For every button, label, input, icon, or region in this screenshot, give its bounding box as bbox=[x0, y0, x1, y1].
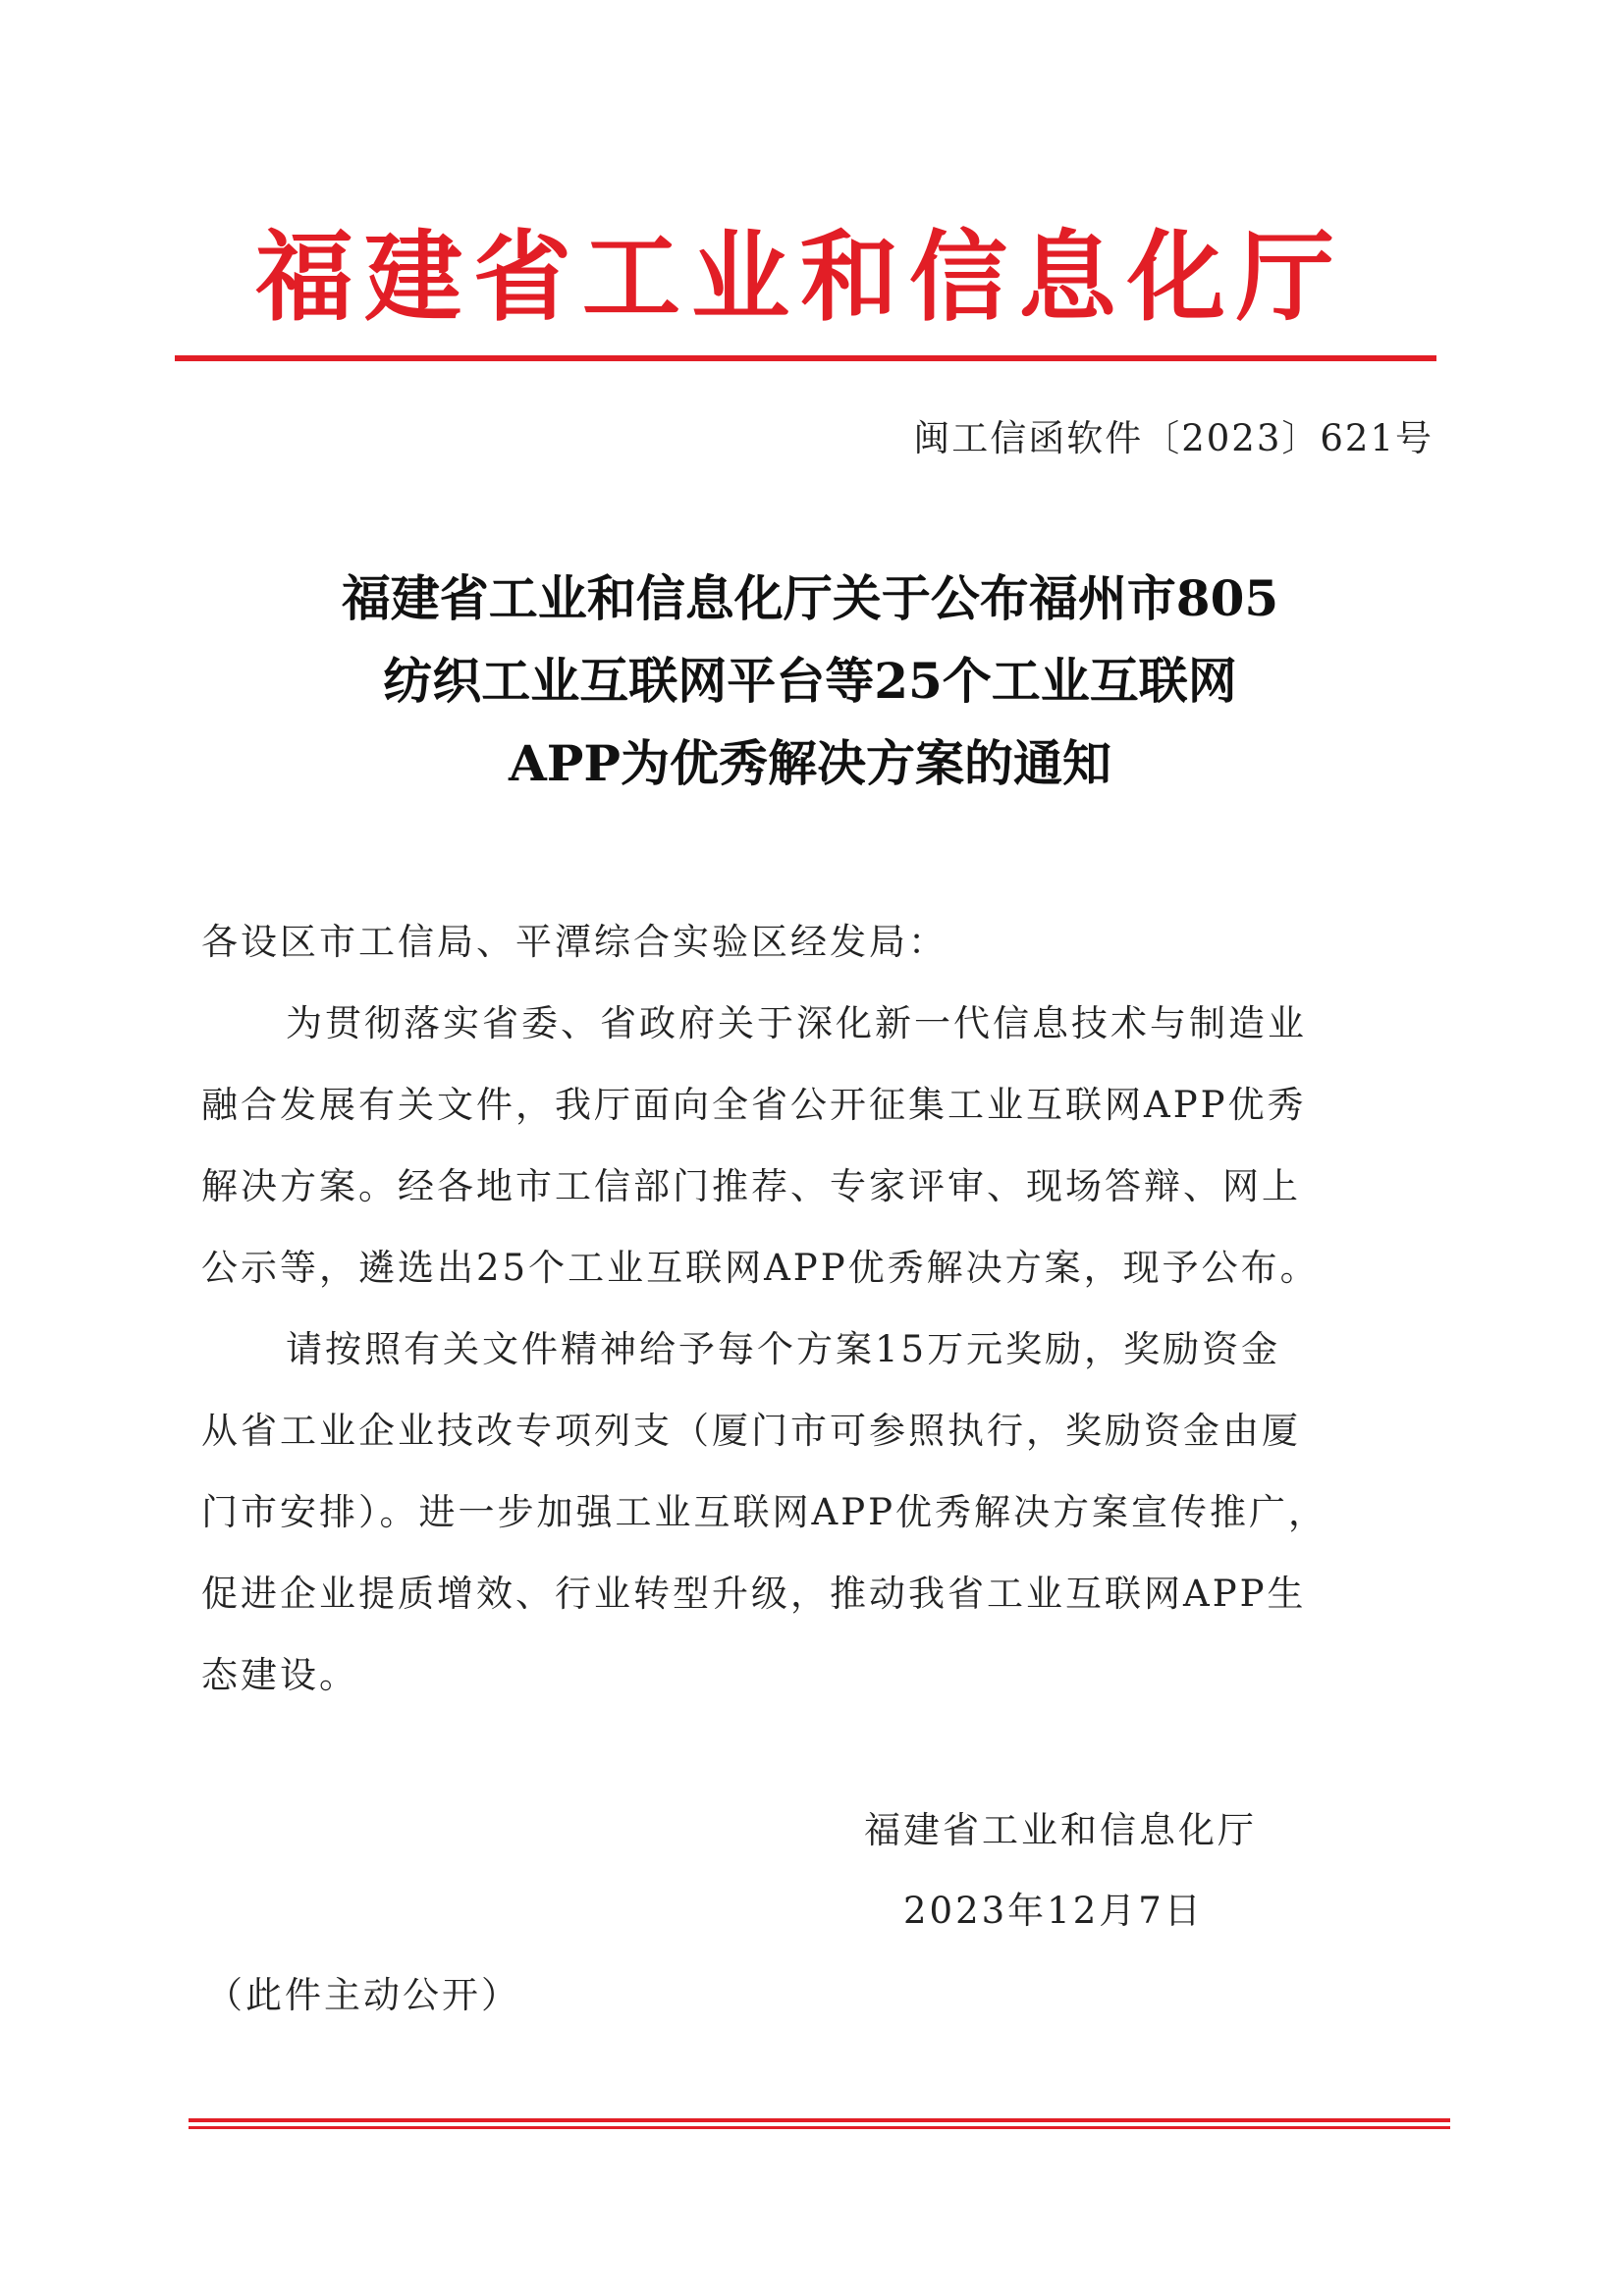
masthead-title: 福建省工业和信息化厅 bbox=[255, 220, 1345, 335]
title-line-3: APP为优秀解决方案的通知 bbox=[509, 734, 1111, 792]
salutation: 各设区市工信局、平潭综合实验区经发局： bbox=[201, 921, 947, 963]
body-line: 请按照有关文件精神给予每个方案15万元奖励，奖励资金 bbox=[286, 1328, 1281, 1370]
body-line: 门市安排）。进一步加强工业互联网APP优秀解决方案宣传推广， bbox=[201, 1491, 1328, 1533]
body-line: 公示等，遴选出25个工业互联网APP优秀解决方案，现予公布。 bbox=[201, 1247, 1320, 1289]
signature-date: 2023年12月7日 bbox=[903, 1890, 1204, 1932]
body-line: 解决方案。经各地市工信部门推荐、专家评审、现场答辩、网上 bbox=[201, 1165, 1301, 1207]
body-line: 从省工业企业技改专项列支（厦门市可参照执行，奖励资金由厦 bbox=[201, 1410, 1301, 1452]
masthead-red-rule bbox=[175, 355, 1436, 361]
body-line: 态建设。 bbox=[201, 1654, 358, 1696]
disclosure-note: （此件主动公开） bbox=[206, 1974, 520, 2016]
body-line: 促进企业提质增效、行业转型升级，推动我省工业互联网APP生 bbox=[201, 1573, 1307, 1615]
footer-red-rule-thick bbox=[189, 2118, 1450, 2122]
signature-organization: 福建省工业和信息化厅 bbox=[864, 1809, 1257, 1851]
body-line: 为贯彻落实省委、省政府关于深化新一代信息技术与制造业 bbox=[286, 1002, 1307, 1044]
document-number: 闽工信函软件〔2023〕621号 bbox=[913, 417, 1434, 459]
document-body bbox=[201, 901, 1429, 1716]
title-line-2: 纺织工业互联网平台等25个工业互联网 bbox=[383, 652, 1237, 710]
body-line: 融合发展有关文件，我厅面向全省公开征集工业互联网APP优秀 bbox=[201, 1084, 1307, 1126]
document-title bbox=[196, 558, 1424, 805]
footer-red-rule-thin bbox=[189, 2126, 1450, 2129]
title-line-1: 福建省工业和信息化厅关于公布福州市805 bbox=[341, 569, 1279, 627]
